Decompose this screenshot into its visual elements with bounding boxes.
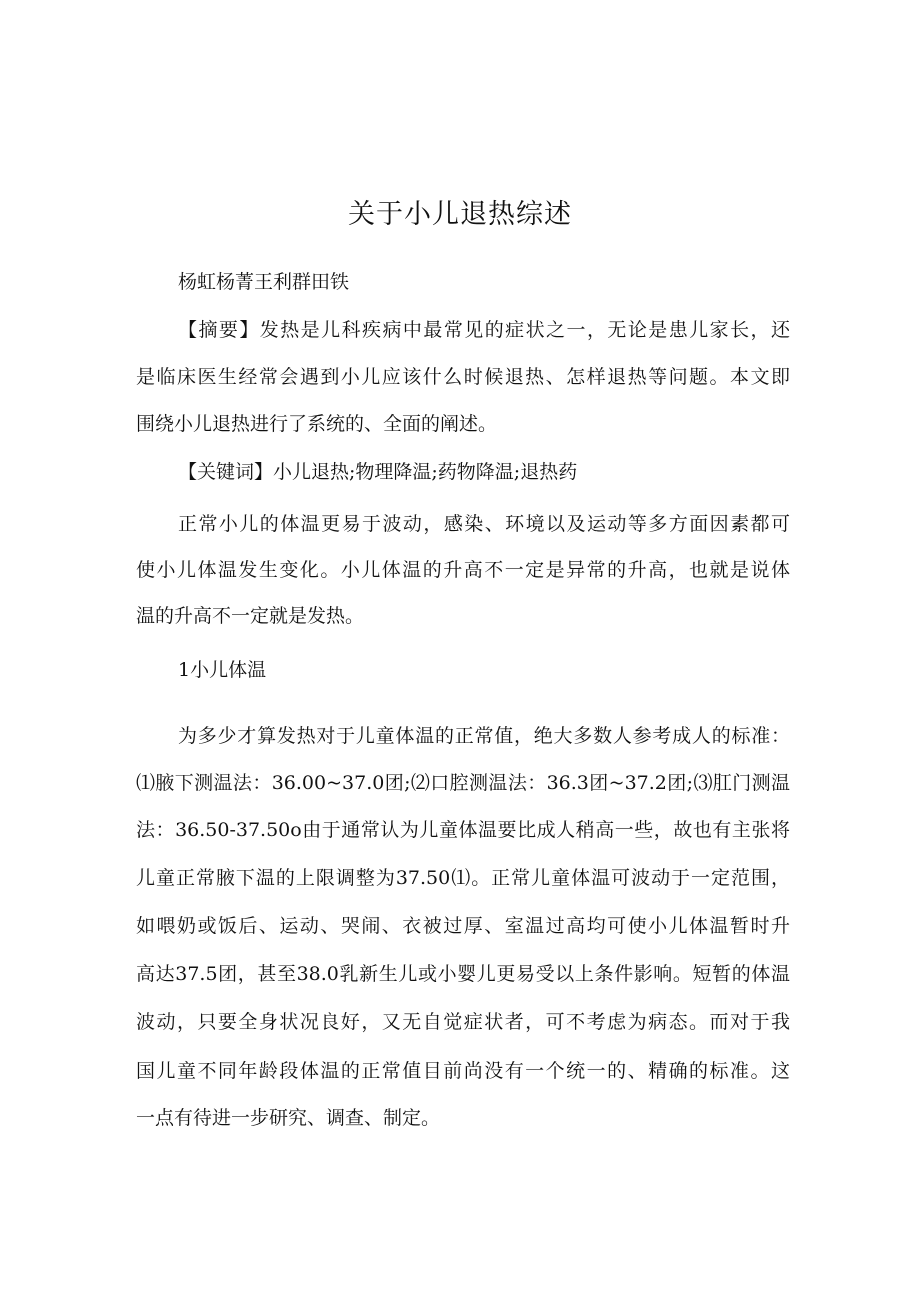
document-title: 关于小儿退热综述 — [348, 199, 572, 230]
intro-line-3: 温的升高不一定就是发热。 — [136, 605, 365, 627]
abstract-line-1: 【摘要】发热是儿科疾病中最常见的症状之一，无论是患儿家长，还 — [178, 319, 790, 341]
section-body-line-6: 高达37.5团，甚至38.0乳新生儿或小婴儿更易受以上条件影响。短暂的体温 — [136, 963, 790, 985]
authors-line: 杨虹杨菁王利群田铁 — [178, 271, 350, 293]
section-heading: 1小儿体温 — [178, 659, 267, 681]
keywords-line: 【关键词】小儿退热;物理降温;药物降温;退热药 — [178, 461, 578, 483]
section-body-line-8: 国儿童不同年龄段体温的正常值目前尚没有一个统一的、精确的标准。这 — [136, 1060, 790, 1082]
section-body-line-1: 为多少才算发热对于儿童体温的正常值，绝大多数人参考成人的标准： — [178, 725, 790, 747]
section-body-line-9: 一点有待进一步研究、调查、制定。 — [136, 1107, 441, 1129]
abstract-line-2: 是临床医生经常会遇到小儿应该什么时候退热、怎样退热等问题。本文即 — [136, 366, 790, 388]
section-body-line-3: 法：36.50-37.50o由于通常认为儿童体温要比成人稍高一些，故也有主张将 — [136, 819, 790, 841]
section-body-line-5: 如喂奶或饭后、运动、哭闹、衣被过厚、室温过高均可使小儿体温暂时升 — [136, 915, 790, 937]
section-body-line-7: 波动，只要全身状况良好，又无自觉症状者，可不考虑为病态。而对于我 — [136, 1011, 790, 1033]
intro-line-1: 正常小儿的体温更易于波动，感染、环境以及运动等多方面因素都可 — [178, 513, 790, 535]
abstract-line-3: 围绕小儿退热进行了系统的、全面的阐述。 — [136, 413, 498, 435]
section-body-line-4: 儿童正常腋下温的上限调整为37.50⑴。正常儿童体温可波动于一定范围， — [136, 867, 790, 889]
section-body-line-2: ⑴腋下测温法：36.00~37.0团;⑵口腔测温法：36.3团~37.2团;⑶肛门测温 — [136, 772, 790, 794]
intro-line-2: 使小儿体温发生变化。小儿体温的升高不一定是异常的升高，也就是说体 — [136, 559, 790, 581]
